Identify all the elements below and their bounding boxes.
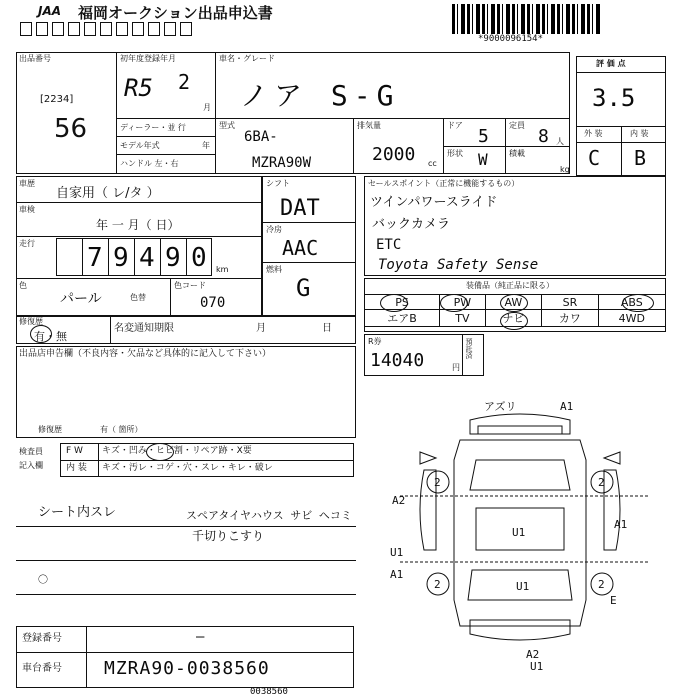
handle-label: ハンドル 左・右 xyxy=(120,159,179,168)
sales-point-item: Toyota Safety Sense xyxy=(378,257,539,273)
diagram-mark: U1 xyxy=(512,526,526,539)
inspector-label-2: 記入欄 xyxy=(19,461,43,470)
remark-line-1: シート内スレ xyxy=(38,505,117,520)
lot-label: 出品番号 xyxy=(19,54,51,63)
car-diagram xyxy=(380,400,670,670)
chassis-sub: 0038560 xyxy=(250,687,288,697)
sales-point-label: セールスポイント（正常に機能するもの） xyxy=(368,179,520,188)
equip-leather: カワ xyxy=(542,310,599,327)
mileage-label: 走行 xyxy=(19,239,35,248)
equipment-label: 装備品（純正品に限る） xyxy=(466,281,554,290)
mileage-digit: 0 xyxy=(191,243,207,273)
form-title: 福岡オークション出品申込書 xyxy=(78,4,273,22)
ac-value: AAC xyxy=(282,236,319,260)
repair-label: 修復歴 xyxy=(38,425,62,434)
mileage-digit: 7 xyxy=(87,243,103,273)
doors-value: 5 xyxy=(478,126,489,147)
equip-abs: ABS xyxy=(598,295,665,310)
inspector-interior-items: キズ・汚レ・コゲ・穴・スレ・キレ・破レ xyxy=(102,463,273,473)
diagram-mark: 2 xyxy=(434,578,441,591)
circle-mark xyxy=(146,443,174,461)
color-swap-label: 色替 xyxy=(130,293,146,302)
recycle-unit: 円 xyxy=(452,363,460,372)
equip-pw: PW xyxy=(440,295,486,310)
diagram-mark: A1 xyxy=(390,568,404,581)
score-interior-value: B xyxy=(634,146,647,170)
remark-line-2: スペアタイヤハウス サビ ヘコミ xyxy=(186,509,352,522)
equip-aw: AW xyxy=(485,295,542,310)
mileage-unit: km xyxy=(216,265,229,274)
recycle-value: 14040 xyxy=(370,350,425,371)
recycle-label: R券 xyxy=(368,337,382,346)
score-exterior-value: C xyxy=(588,146,601,170)
capacity-value: 8 xyxy=(538,126,549,147)
diagram-mark: U1 xyxy=(390,546,404,559)
chassis-label: 車台番号 xyxy=(22,663,62,674)
shape-value: W xyxy=(478,150,488,169)
displacement-label: 排気量 xyxy=(357,121,381,130)
model-year-unit: 年 xyxy=(202,141,210,150)
mileage-grid xyxy=(56,238,212,276)
car-name-label: 車名・グレード xyxy=(219,54,275,63)
recycle-side-label: 預託済 xyxy=(465,338,473,359)
name-change-label: 名変通知期限 xyxy=(114,323,174,334)
score-interior-label: 内 装 xyxy=(630,129,649,138)
diagram-mark: E xyxy=(610,594,617,607)
color-code-label: 色コード xyxy=(174,281,206,290)
diagram-mark: アズリ xyxy=(484,400,517,413)
circle-mark xyxy=(500,312,528,330)
score-value: 3.5 xyxy=(592,84,636,112)
name-change-day: 日 xyxy=(322,323,332,334)
displacement-unit: cc xyxy=(428,159,437,168)
sales-point-item: ETC xyxy=(376,237,402,253)
shift-label: シフト xyxy=(266,179,290,188)
color-label: 色 xyxy=(19,281,27,290)
lot-number: 56 xyxy=(54,114,88,144)
car-name-value: ノア S-G xyxy=(240,79,400,112)
mileage-digit: 9 xyxy=(113,243,129,273)
dealer-label: ディーラー・並 行 xyxy=(120,123,186,132)
shift-value: DAT xyxy=(280,196,320,221)
circle-mark xyxy=(622,294,654,312)
registration-era-year: R5 xyxy=(124,74,153,102)
chassis-value: MZRA90-0038560 xyxy=(104,658,270,679)
report-section xyxy=(16,346,356,438)
sales-point-item: ツインパワースライド xyxy=(370,195,498,210)
circle-mark xyxy=(30,325,52,343)
diagram-mark: A2 xyxy=(526,648,540,661)
history-section xyxy=(16,316,356,344)
score-label: 評 価 点 xyxy=(596,59,626,68)
diagram-mark: A1 xyxy=(614,518,628,531)
capacity-label: 定員 xyxy=(509,121,525,130)
repair-value: 有（ 箇所） xyxy=(100,425,143,434)
model-year-label: モデル年式 xyxy=(120,141,160,150)
report-label: 出品店申告欄（不良内容・欠品など具体的に記入して下さい） xyxy=(19,349,272,359)
equip-4wd: 4WD xyxy=(598,310,665,327)
equip-sr: SR xyxy=(542,295,599,310)
equip-navi: ナビ xyxy=(485,310,542,327)
inspection-label: 車検 xyxy=(19,205,35,214)
inspector-fw-label: F W xyxy=(66,446,83,456)
registration-month-unit: 月 xyxy=(203,103,211,112)
history-choice: 有・無 xyxy=(34,330,67,343)
reg-number-value: — xyxy=(196,629,205,645)
fuel-value: G xyxy=(296,274,311,302)
reg-number-label: 登録番号 xyxy=(22,633,62,644)
diagram-mark: A1 xyxy=(560,400,574,413)
usage-value: 自家用（ レ/タ ） xyxy=(56,186,160,201)
displacement-value: 2000 xyxy=(372,144,416,165)
circle-mark xyxy=(500,294,528,312)
usage-label: 車歴 xyxy=(19,179,35,188)
registration-month: 2 xyxy=(178,70,191,94)
model-value-1: 6BA- xyxy=(244,129,278,145)
history-label: 修復歴 xyxy=(19,317,43,326)
model-label: 型式 xyxy=(219,121,235,130)
inspection-value: 年 一 月（ 日） xyxy=(96,218,180,232)
diagram-mark: 2 xyxy=(434,476,441,489)
inspector-label-1: 検査員 xyxy=(19,447,43,456)
capacity-unit: 人 xyxy=(556,137,564,146)
equip-ps: PS xyxy=(365,295,440,310)
color-code-value: 070 xyxy=(200,295,226,311)
remark-line-3: 千切りこすり xyxy=(192,529,265,543)
diagram-mark: U1 xyxy=(516,580,530,593)
name-change-month: 月 xyxy=(256,323,266,334)
mileage-digit: 4 xyxy=(139,243,155,273)
diagram-mark: U1 xyxy=(530,660,544,670)
diagram-mark: A2 xyxy=(392,494,406,507)
inspector-interior-label: 内 装 xyxy=(66,463,87,473)
lot-code: [2234] xyxy=(40,94,74,105)
score-exterior-label: 外 装 xyxy=(584,129,603,138)
circle-mark xyxy=(380,294,408,312)
barcode-number: *9000096154* xyxy=(478,34,544,44)
color-value: パール xyxy=(60,291,102,307)
diagram-mark: 2 xyxy=(598,578,605,591)
equip-tv: TV xyxy=(440,310,486,327)
registration-label: 初年度登録年月 xyxy=(120,54,176,63)
mileage-digit: 9 xyxy=(165,243,181,273)
model-value-2: MZRA90W xyxy=(252,155,312,171)
equip-airbag: エアB xyxy=(365,310,440,327)
shape-label: 形状 xyxy=(447,149,463,158)
auction-logo: JAA xyxy=(38,4,62,18)
remark-marker: 〇 xyxy=(38,575,48,586)
barcode xyxy=(452,4,600,34)
load-label: 積載 xyxy=(509,149,525,158)
fuel-label: 燃料 xyxy=(266,265,282,274)
doors-label: ドア xyxy=(447,121,463,130)
load-unit: kg xyxy=(560,165,570,174)
ac-label: 冷房 xyxy=(266,225,282,234)
circle-mark xyxy=(440,294,468,312)
inspector-fw-items: キズ・凹み・ヒビ割・リペア跡・X要 xyxy=(102,446,252,456)
diagram-mark: 2 xyxy=(598,476,605,489)
sales-point-item: バックカメラ xyxy=(372,217,451,232)
